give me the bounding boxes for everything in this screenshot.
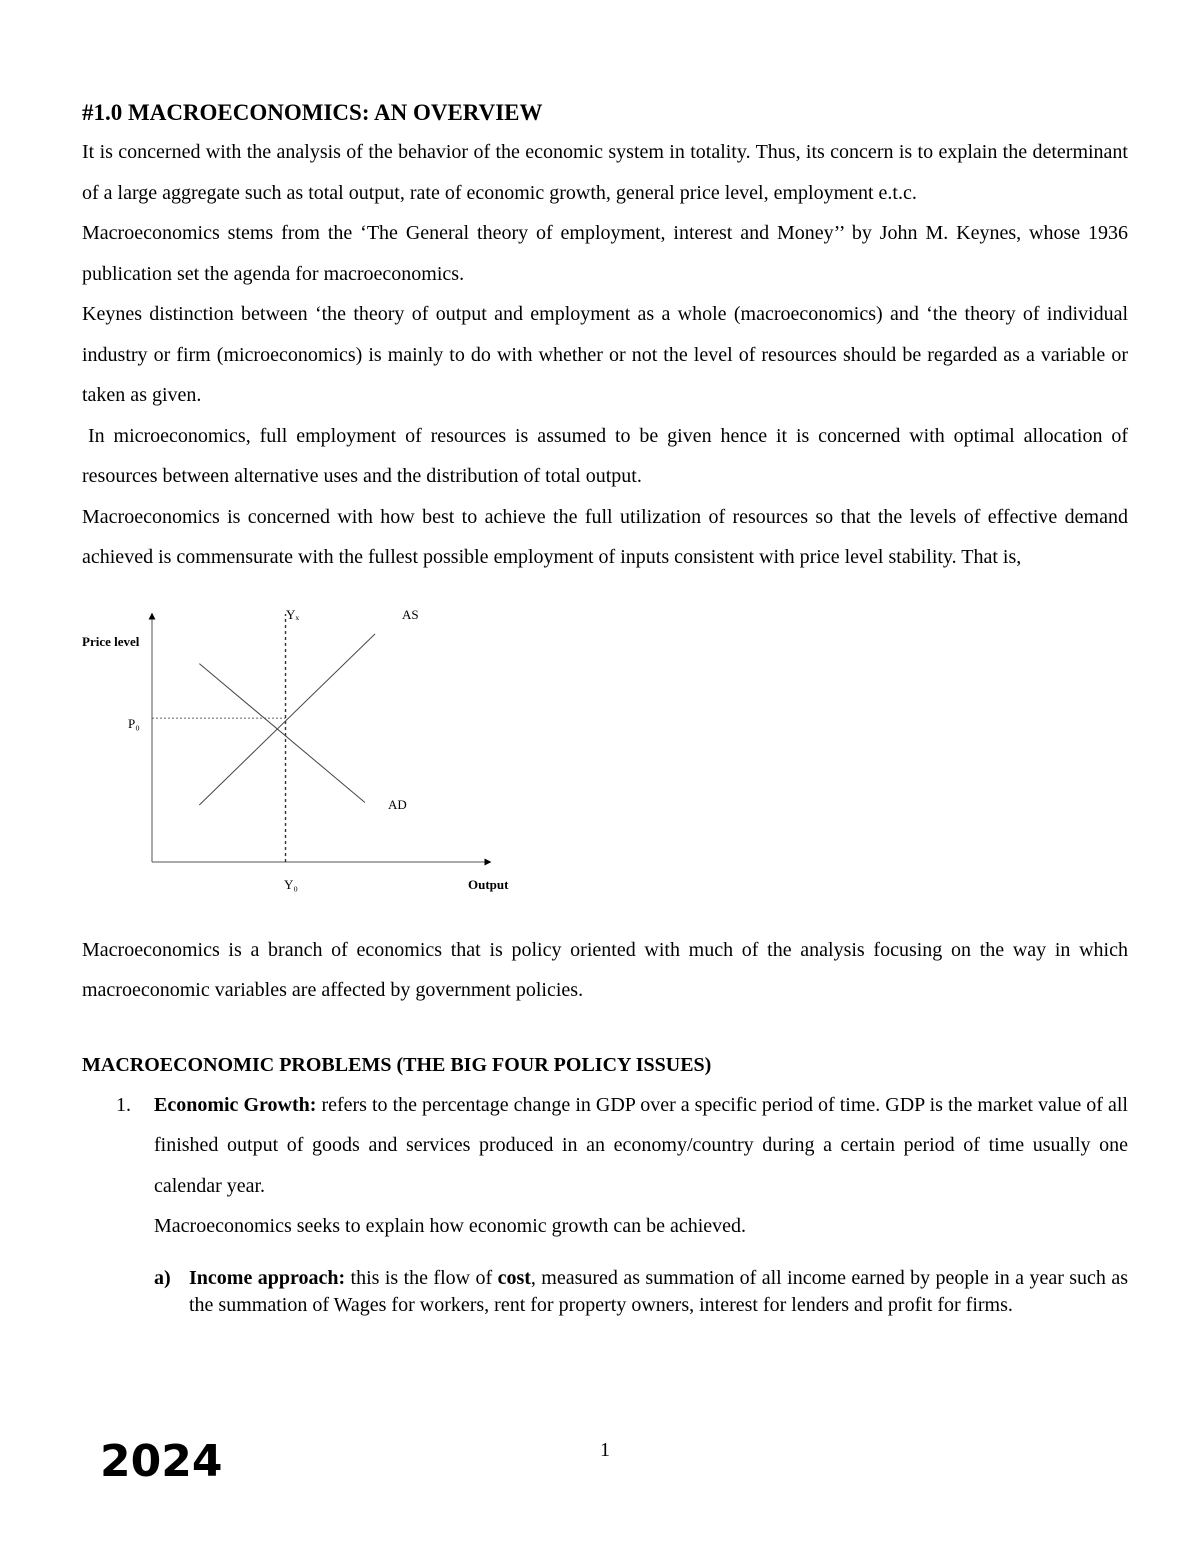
sub-list-item [82,1265,1128,1319]
vertical-line-label: Yₓ [286,606,300,622]
list-item-term: Economic Growth: [154,1093,317,1116]
page-title: #1.0 MACROECONOMICS: AN OVERVIEW [82,100,543,125]
as-curve [199,633,375,804]
list-item [82,1085,1128,1247]
sub-list-term: Income approach: [189,1266,346,1289]
paragraph: Keynes distinction between ‘the theory of output and employment as a whole (macroeconomics) and ‘the theory of individual industry or firm (microeconomics) is mainly to do with whether or not the level of resources should be regarded as a variable or taken as given. [82,303,1128,406]
page-content [82,98,1128,1319]
y0-label: Y₀ [284,876,298,892]
list-item-description: refers to the percentage change in GDP over a specific period of time. GDP is the market value of all finished output of goods and services produced in an economy/country during a certain period of time usually one calendar year. [154,1093,1128,1197]
paragraph: Macroeconomics is a branch of economics that is policy oriented with much of the analysis focusing on the way in which macroeconomic variables are affected by government policies. [82,938,1128,1001]
sub-list-text-before: this is the flow of [345,1266,498,1289]
sub-list-text [189,1265,1128,1319]
list-item-text [154,1085,1128,1207]
paragraph: Macroeconomics stems from the ‘The General theory of employment, interest and Money’’ by John M. Keynes, whose 1936 publication set the agenda for macroeconomics. [82,222,1128,285]
p0-label: P₀ [128,715,140,731]
x-axis-label: Output [468,876,509,892]
y-axis-label: Price level [82,633,140,649]
section-title: MACROECONOMIC PROBLEMS (THE BIG FOUR POLICY ISSUES) [82,1053,712,1076]
paragraph: It is concerned with the analysis of the behavior of the economic system in totality. Thus, its concern is to explain the determinant of a large aggregate such as total output, rate of economic growth, general price level, employment e.t.c. [82,141,1128,204]
footer-year: 2024 [100,1436,223,1487]
paragraph: In microeconomics, full employment of resources is assumed to be given hence it is concerned with optimal allocation of resources between alternative uses and the distribution of total output. [82,424,1128,487]
list-number: 1. [116,1093,131,1116]
page-number: 1 [600,1439,610,1461]
numbered-list [82,1085,1128,1247]
sub-list-text-after: , measured as summation of all income earned by people in a year such as the summation of Wages for workers, rent for property owners, interest for lenders and profit for firms. [189,1266,1128,1316]
sub-list-letter: a) [154,1266,171,1289]
list-item-note: Macroeconomics seeks to explain how economic growth can be achieved. [154,1215,747,1237]
ad-curve-label: AD [388,796,407,812]
sub-list-bold-word: cost [497,1266,531,1289]
ad-curve [199,663,365,802]
paragraph: Macroeconomics is concerned with how best to achieve the full utilization of resources so that the levels of effective demand achieved is commensurate with the fullest possible employment of inputs consistent with price level stability. That is, [82,505,1128,568]
ad-as-chart [74,594,534,914]
as-curve-label: AS [402,606,419,622]
ad-as-diagram [74,594,534,914]
